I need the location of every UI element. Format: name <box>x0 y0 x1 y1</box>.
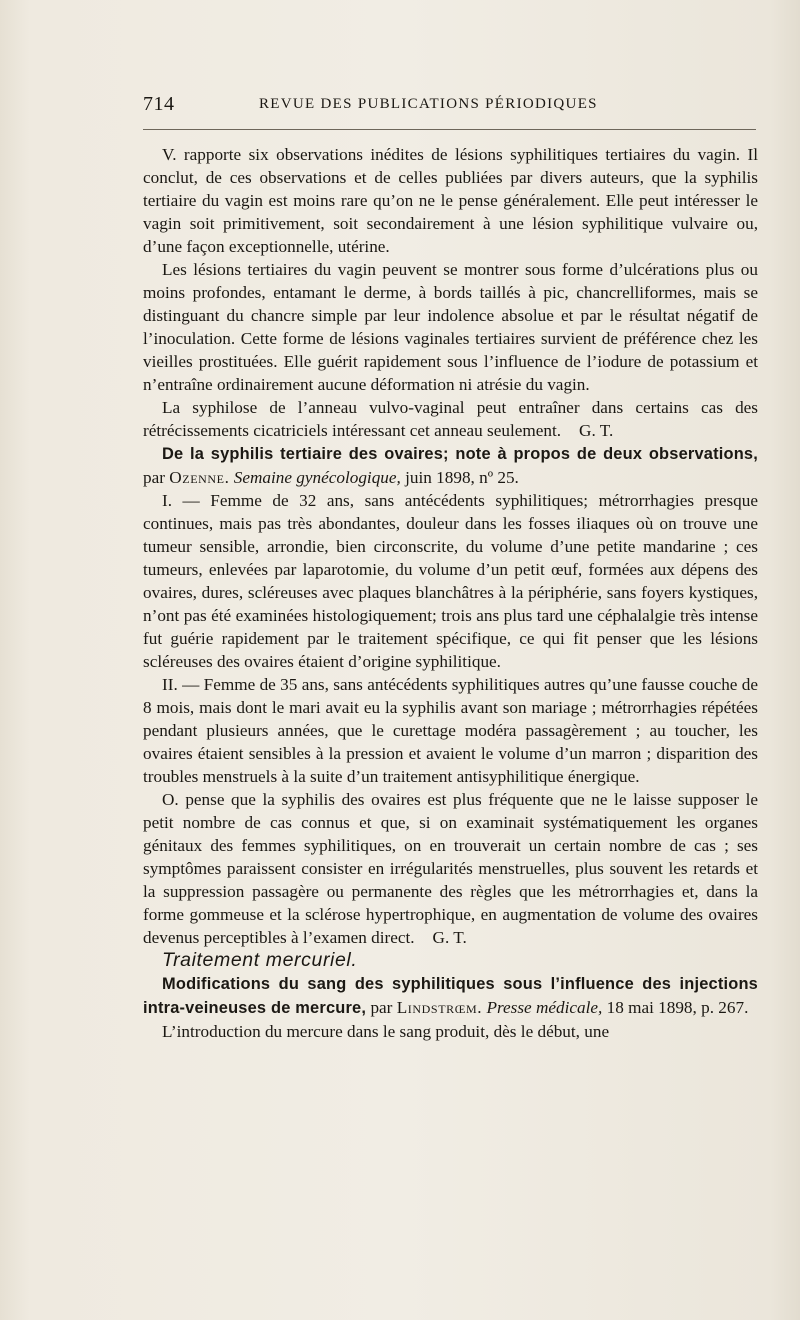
paragraph-text: La syphilose de l’anneau vulvo-vaginal peut entraîner dans certains cas des rétrécissements cicatriciels intéressant cet anneau seulement. <box>143 398 758 440</box>
page-header <box>143 93 753 119</box>
signature: G. T. <box>432 928 467 947</box>
article-by: par <box>370 998 393 1017</box>
paragraph: I. — Femme de 32 ans, sans antécédents syphilitiques; métrorrhagies presque continues, mais pas très abondantes, douleur dans les fosses iliaques où on trouve une tumeur sensible, arrondie, bien circonscrite, du volume d’une petite mandarine ; ces tumeurs, enlevées par laparotomie, du volume d’un petit œuf, formées aux dépens des ovaires, dures, scléreuses avec plaques blanchâtres à la périphérie, sans foyers kystiques, n’ont pas été examinées histologiquement; trois ans plus tard une céphalalgie très intense fut guérie rapidement par le traitement spécifique, ce qui fit penser que les lésions scléreuses des ovaires étaient d’origine syphilitique. <box>143 491 758 671</box>
article-date: juin 1898, nº 25. <box>405 468 519 487</box>
signature: G. T. <box>579 421 614 440</box>
header-rule <box>143 129 756 130</box>
body-text <box>143 143 758 1043</box>
section-title: Traitement mercuriel. <box>162 949 358 971</box>
paragraph <box>143 788 758 949</box>
paragraph: V. rapporte six observations inédites de lésions syphilitiques tertiaires du vagin. Il conclut, de ces observations et de celles publiées par divers auteurs, que la syphilis tertiaire du vagin est moins rare qu’on ne le pense généralement. Elle peut intéresser le vagin soit primitivement, soit secondairement à une lésion syphilitique vulvaire ou, d’une façon exceptionnelle, utérine. <box>143 145 758 256</box>
paragraph <box>143 396 758 442</box>
article-date: 18 mai 1898, p. 267. <box>606 998 749 1017</box>
paragraph: Les lésions tertiaires du vagin peuvent se montrer sous forme d’ulcérations plus ou moins profondes, entamant le derme, à bords taillés à pic, chancrelliformes, mais se distinguant du chancre simple par leur indolence absolue et par le résultat négatif de l’inoculation. Cette forme de lésions vaginales tertiaires survient de préférence chez les vieilles prostituées. Elle guérit rapidement sous l’influence de l’iodure de potassium et n’entraîne ordinairement aucune déformation ni atrésie du vagin. <box>143 260 758 394</box>
paragraph: L’introduction du mercure dans le sang produit, dès le début, une <box>162 1022 610 1041</box>
article-journal: Semaine gynécologique, <box>233 468 401 487</box>
article-journal: Presse médicale, <box>486 998 603 1017</box>
article-author: Ozenne. <box>169 468 230 487</box>
article-author: Lindstrœm. <box>396 998 483 1017</box>
page-number: 714 <box>143 93 175 115</box>
paragraph-text: O. pense que la syphilis des ovaires est plus fréquente que ne le laisse supposer le petit nombre de cas connus et que, si on examinait systématiquement les organes génitaux des femmes syphilitiques, on en trouverait un certain nombre de cas ; ses symptômes paraissent consister en irrégularités menstruelles, plus souvent les retards et la suppression passagère ou permanente des règles que les métrorrhagies et, dans la forme gommeuse et la sclérose hypertrophique, en augmentation de volume des ovaires devenus perceptibles à l’examen direct. <box>143 790 758 947</box>
running-title: REVUE DES PUBLICATIONS PÉRIODIQUES <box>259 96 598 112</box>
article-title: Modifications du sang des syphilitiques sous l’influence des injections intra-veineuses de mercure, <box>143 975 758 1017</box>
article-heading <box>143 442 758 489</box>
paragraph: II. — Femme de 35 ans, sans antécédents syphilitiques autres qu’une fausse couche de 8 mois, mais dont le mari avait eu la syphilis avant son mariage ; métrorrhagies répétées pendant plusieurs années, que le curettage modéra passagèrement ; au toucher, les ovaires étaient sensibles à la pression et avaient le volume d’un marron ; disparition des troubles menstruels à la suite d’un traitement antisyphilitique énergique. <box>143 675 758 786</box>
article-heading <box>143 972 758 1020</box>
article-by: par <box>143 468 165 487</box>
article-title: De la syphilis tertiaire des ovaires; note à propos de deux observations, <box>162 445 758 463</box>
